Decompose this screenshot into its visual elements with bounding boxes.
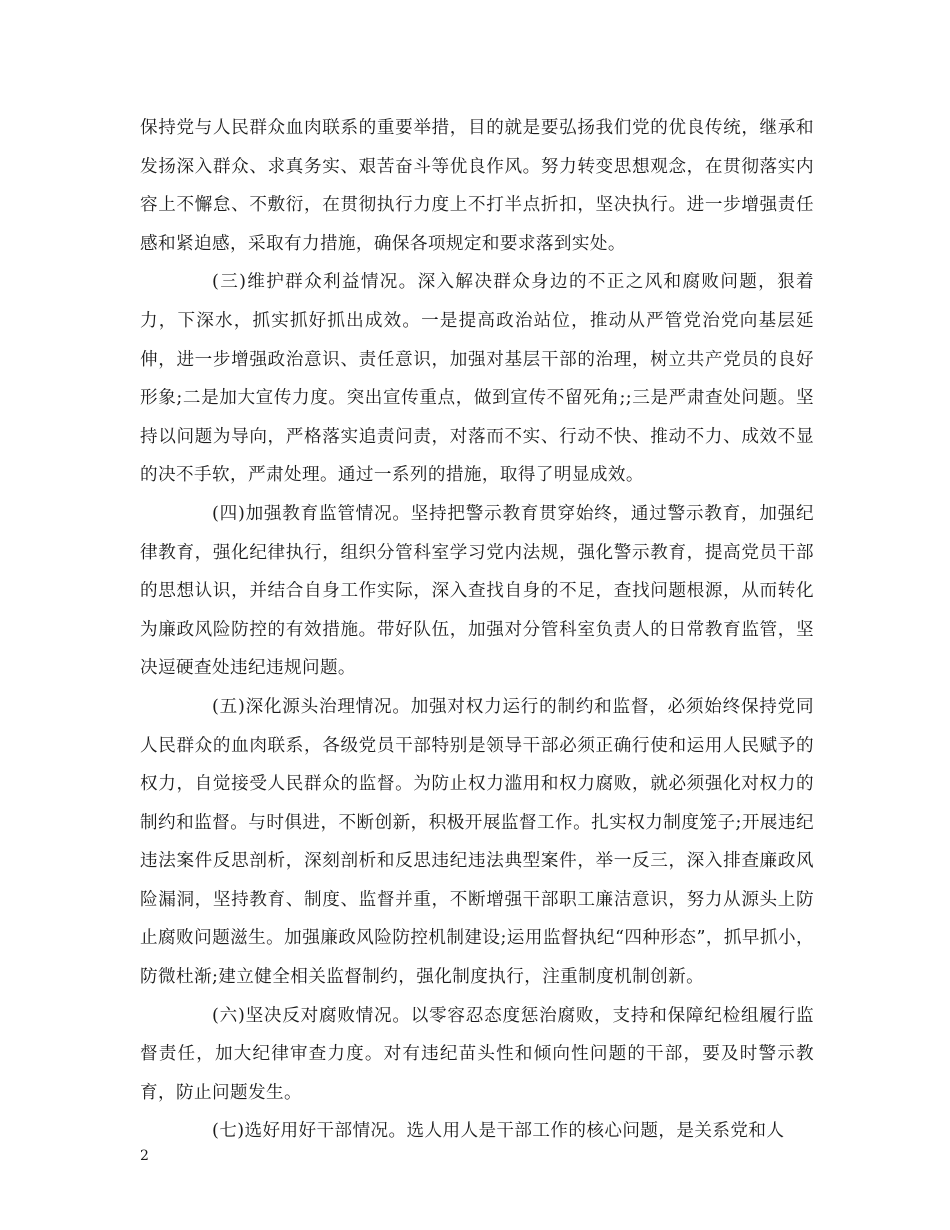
paragraph-section-3: (三)维护群众利益情况。深入解决群众身边的不正之风和腐败问题，狠着力，下深水，抓实抓好抓出成效。一是提高政治站位，推动从严管党治党向基层延伸，进一步增强政治意识、责任意识，加强对基层干部的治理，树立共产党员的良好形象;二是加大宣传力度。突出宣传重点，做到宣传不留死角;;三是严肃查处问题。坚持以问题为导向，严格落实追责问责，对落而不实、行动不快、推动不力、成效不显的决不手软，严肃处理。通过一系列的措施，取得了明显成效。	[140, 272, 814, 486]
paragraph-section-4: (四)加强教育监管情况。坚持把警示教育贯穿始终，通过警示教育，加强纪律教育，强化纪律执行，组织分管科室学习党内法规，强化警示教育，提高党员干部的思想认识，并结合自身工作实际，深入查找自身的不足，查找问题根源，从而转化为廉政风险防控的有效措施。带好队伍，加强对分管科室负责人的日常教育监管，坚决逗硬查处违纪违规问题。	[140, 503, 814, 679]
paragraph-section-7: (七)选好用好干部情况。选人用人是干部工作的核心问题，是关系党和人	[212, 1121, 785, 1142]
paragraph-section-6: (六)坚决反对腐败情况。以零容忍态度惩治腐败，支持和保障纪检组履行监督责任，加大纪律审查力度。对有违纪苗头性和倾向性问题的干部，要及时警示教育，防止问题发生。	[140, 1005, 814, 1103]
paragraph-section-5: (五)深化源头治理情况。加强对权力运行的制约和监督，必须始终保持党同人民群众的血肉联系，各级党员干部特别是领导干部必须正确行使和运用人民赋予的权力，自觉接受人民群众的监督。为防止权力滥用和权力腐败，就必须强化对权力的制约和监督。与时俱进，不断创新，积极开展监督工作。扎实权力制度笼子;开展违纪违法案件反思剖析，深刻剖析和反思违纪违法典型案件，举一反三，深入排查廉政风险漏洞，坚持教育、制度、监督并重，不断增强干部职工廉洁意识，努力从源头上防止腐败问题滋生。加强廉政风险防控机制建设;运用监督执纪“四种形态”，抓早抓小，防微杜渐;建立健全相关监督制约，强化制度执行，注重制度机制创新。	[140, 696, 814, 988]
paragraph-continuation: 保持党与人民群众血肉联系的重要举措，目的就是要弘扬我们党的优良传统，继承和发扬深入群众、求真务实、艰苦奋斗等优良作风。努力转变思想观念，在贯彻落实内容上不懈怠、不敷衍，在贯彻执行力度上不打半点折扣，坚决执行。进一步增强责任感和紧迫感，采取有力措施，确保各项规定和要求落到实处。	[140, 118, 814, 254]
page-number: 2	[140, 1148, 149, 1164]
document-body	[140, 109, 814, 1151]
